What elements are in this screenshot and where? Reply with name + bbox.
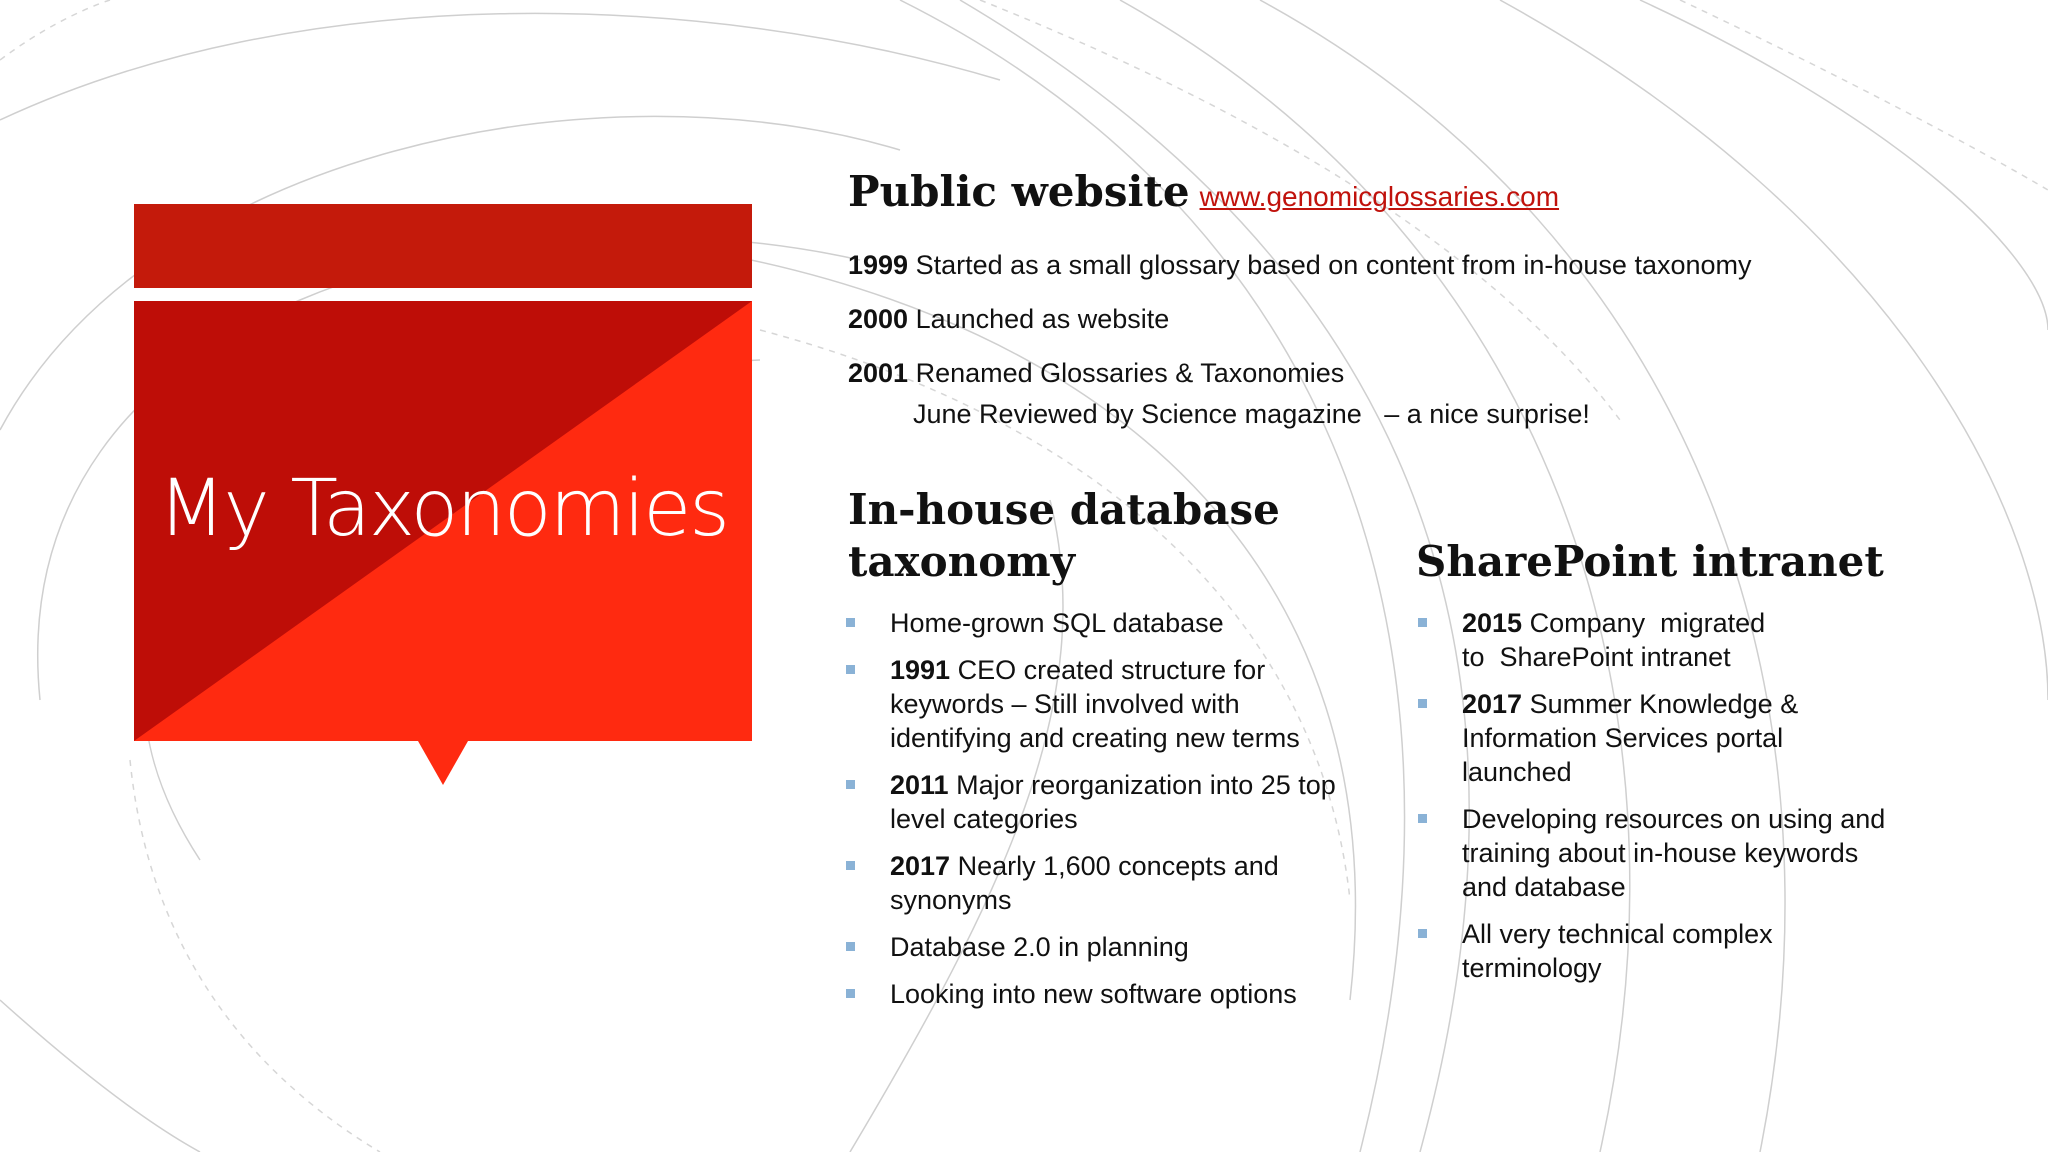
sharepoint-heading: SharePoint intranet (1416, 537, 1884, 586)
entry-text: Started as a small glossary based on content from in-house taxonomy (908, 250, 1752, 280)
entry-2001 (848, 358, 1344, 389)
inhouse-heading (848, 484, 1280, 588)
list-item (1418, 917, 1842, 985)
entry-text: Launched as website (908, 304, 1170, 334)
item-year: 2011 (890, 770, 949, 800)
list-item (1418, 687, 1842, 789)
inhouse-heading-line2: taxonomy (848, 537, 1076, 586)
item-text: CEO created structure for keywords – Still involved with identifying and creating new terms (890, 655, 1300, 753)
item-year: 2017 (1462, 689, 1523, 719)
list-item (1418, 606, 1792, 674)
list-item (846, 849, 1366, 917)
title-callout (134, 204, 752, 714)
item-text: Developing resources on using and training about in-house keywords and database (1462, 804, 1886, 902)
public-heading-text: Public website (848, 167, 1190, 216)
list-item (846, 977, 1366, 1011)
entry-1999 (848, 250, 1752, 281)
website-link[interactable]: www.genomicglossaries.com (1199, 181, 1560, 212)
entry-2000 (848, 304, 1169, 335)
item-year: 1991 (890, 655, 951, 685)
item-text: Nearly 1,600 concepts and synonyms (890, 851, 1279, 915)
item-text: Home-grown SQL database (890, 608, 1224, 638)
item-text: Major reorganization into 25 top level categories (890, 770, 1336, 834)
sharepoint-list (1418, 606, 1888, 998)
entry-text: Renamed Glossaries & Taxonomies (908, 358, 1345, 388)
item-year: 2017 (890, 851, 951, 881)
list-item (846, 606, 1366, 640)
item-text: Summer Knowledge & Information Services portal launched (1462, 689, 1799, 787)
title-accent-bar (134, 204, 752, 288)
list-item (846, 930, 1366, 964)
inhouse-list (846, 606, 1366, 1024)
item-text: Company migrated to SharePoint intranet (1462, 608, 1773, 672)
list-item (1418, 802, 1902, 904)
slide-title: My Taxonomies (158, 464, 728, 554)
entry-year: 2000 (848, 304, 909, 334)
public-website-heading (848, 166, 1559, 223)
item-text: All very technical complex terminology (1462, 919, 1773, 983)
item-text: Database 2.0 in planning (890, 932, 1189, 962)
item-year: 2015 (1462, 608, 1523, 638)
entry-year: 2001 (848, 358, 909, 388)
inhouse-heading-line1: In-house database (848, 485, 1280, 534)
list-item (846, 768, 1366, 836)
entry-june: June Reviewed by Science magazine – a nice surprise! (913, 399, 1590, 429)
list-item (846, 653, 1366, 755)
item-text: Looking into new software options (890, 979, 1297, 1009)
entry-year: 1999 (848, 250, 909, 280)
